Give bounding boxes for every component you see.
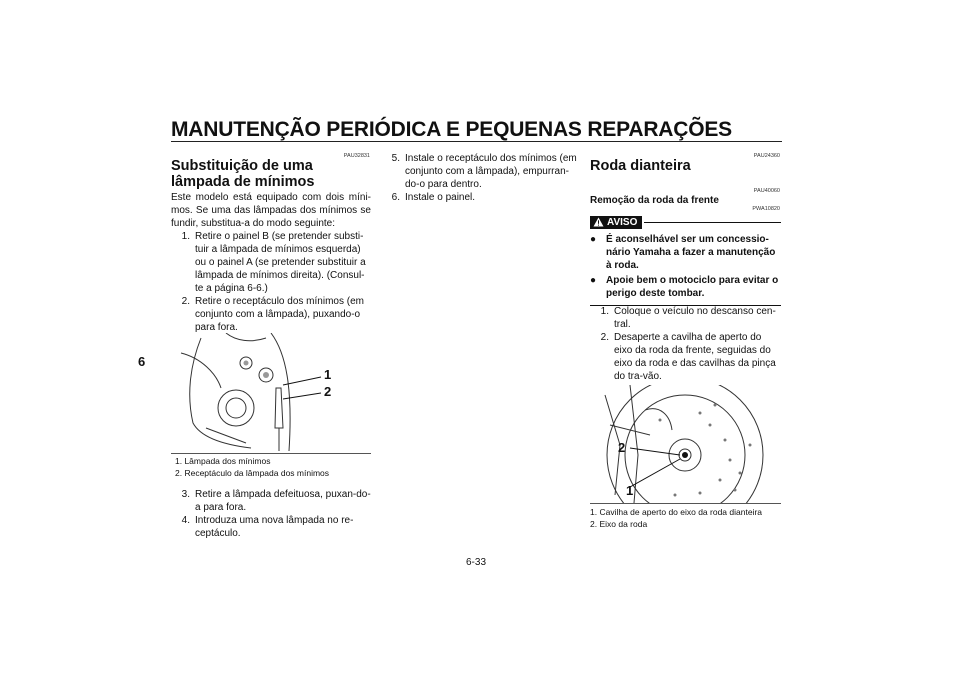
warning-label: AVISO	[607, 216, 638, 228]
figure-front-wheel	[590, 385, 781, 504]
figure-callout-1: 1	[626, 483, 634, 498]
figure-marker-lamp	[171, 333, 371, 454]
warning-badge	[590, 216, 642, 229]
list-item: 2. Retire o receptáculo dos mínimos (em conjunto com a lâmpada), puxando-o para fora.	[181, 296, 364, 333]
subsection-code: PAU40060	[753, 188, 780, 194]
subsection-heading: Remoção da roda da frente	[590, 195, 719, 206]
chapter-tab: 6	[138, 354, 146, 369]
bullet-icon: ●	[590, 275, 597, 286]
steps-list-b	[171, 488, 371, 540]
caption-1: 1. Cavilha de aperto do eixo da roda dianteira	[590, 507, 763, 517]
list-item: 3. Retire a lâmpada defeituosa, puxan-do-a para fora.	[181, 489, 371, 513]
marker-lamp-illustration	[171, 333, 371, 453]
figure-callout-2: 2	[618, 440, 626, 455]
bullet-icon: ●	[590, 234, 597, 245]
warning-bullet: ● Apoie bem o motociclo para evitar o perigo deste tombar.	[590, 275, 779, 299]
figure-captions	[175, 456, 375, 479]
list-item: 1. Coloque o veículo no descanso cen-tral.	[600, 306, 776, 330]
list-item: 1. Retire o painel B (se pretender substi-tuir a lâmpada de mínimos esquerda) ou o painel A (se pretender substituir a lâmpada de mínimos direita). (Consul-te a página 6-6.)	[181, 231, 366, 294]
steps-list-a	[171, 230, 371, 334]
figure-callout-1: 1	[324, 367, 332, 382]
list-item: 2. Desaperte a cavilha de aperto do eixo da roda da frente, seguidas do eixo da roda e das cavilhas da pinça do tra-vão.	[600, 332, 776, 382]
caption-1: 1. Lâmpada dos mínimos	[175, 456, 271, 466]
list-item: 6. Instale o painel.	[391, 192, 476, 203]
section-code: PAU32831	[343, 153, 370, 159]
section-heading: Substituição de uma lâmpada de mínimos	[171, 158, 315, 190]
section-heading: Roda dianteira	[590, 158, 691, 174]
caption-2: 2. Receptáculo da lâmpada dos mínimos	[175, 467, 330, 478]
warning-code: PWA10820	[752, 206, 780, 212]
steps-list-c	[381, 152, 577, 204]
figure-callout-2: 2	[324, 384, 332, 399]
page-header-title: MANUTENÇÃO PERIÓDICA E PEQUENAS REPARAÇÕES	[171, 118, 732, 141]
figure-captions	[590, 507, 790, 530]
warning-bullet: ● É aconselhável ser um concessio-nário Yamaha a fazer a manutenção à roda.	[590, 234, 776, 271]
steps-list-d	[590, 305, 781, 383]
list-item: 5. Instale o receptáculo dos mínimos (em conjunto com a lâmpada), empurran-do-o para dentro.	[391, 153, 577, 190]
warning-top-rule	[644, 222, 781, 223]
warning-triangle-icon	[593, 217, 604, 227]
list-item: 4. Introduza uma nova lâmpada no re-ceptáculo.	[181, 515, 354, 539]
intro-paragraph: Este modelo está equipado com dois míni-mos. Se uma das lâmpadas dos mínimos se fundir, substitua-a do modo seguinte:	[171, 192, 371, 229]
warning-box	[590, 213, 781, 306]
section-code: PAU24360	[753, 153, 780, 159]
header-rule	[171, 141, 782, 142]
page-number: 6-33	[466, 557, 487, 568]
caption-2: 2. Eixo da roda	[590, 518, 648, 529]
